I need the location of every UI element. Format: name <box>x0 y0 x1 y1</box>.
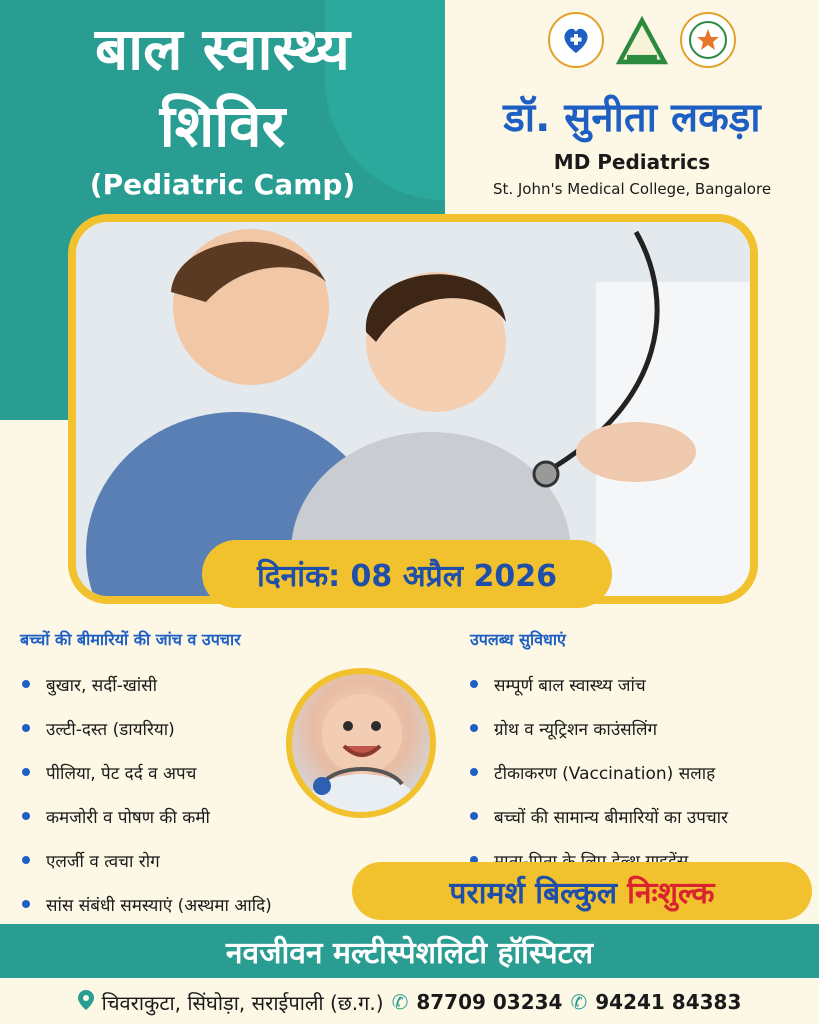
list-item: कमजोरी व पोषण की कमी <box>22 794 272 838</box>
camp-subtitle: (Pediatric Camp) <box>89 168 356 201</box>
pmjay-logo-icon <box>680 12 736 68</box>
bullet-icon <box>470 768 478 776</box>
certification-triangle-logo-icon <box>614 12 670 68</box>
list-item: बुखार, सर्दी-खांसी <box>22 662 272 706</box>
bullet-icon <box>22 680 30 688</box>
list-item: ग्रोथ व न्यूट्रिशन काउंसलिंग <box>470 706 728 750</box>
doctor-degree: MD Pediatrics <box>553 150 711 174</box>
list-item: टीकाकरण (Vaccination) सलाह <box>470 750 728 794</box>
phone-number-2[interactable]: 94241 84383 <box>595 990 742 1014</box>
free-consultation-badge <box>352 862 812 920</box>
bullet-icon <box>22 812 30 820</box>
camp-title-line-2: शिविर <box>159 92 286 160</box>
contact-footer <box>0 982 819 1022</box>
free-highlight-text: निःशुल्क <box>627 875 715 911</box>
facilities-heading: उपलब्ध सुविधाएं <box>470 630 566 649</box>
list-item: एलर्जी व त्वचा रोग <box>22 838 272 882</box>
address-text: चिवराकुटा, सिंघोड़ा, सराईपाली (छ.ग.) <box>101 990 384 1015</box>
doctor-college: St. John's Medical College, Bangalore <box>492 180 772 198</box>
baby-photo <box>286 668 436 818</box>
camp-date-badge: दिनांक: 08 अप्रैल 2026 <box>202 540 612 608</box>
phone-number-1[interactable]: 87709 03234 <box>416 990 563 1014</box>
bullet-icon <box>470 812 478 820</box>
phone-icon[interactable]: ✆ <box>391 990 409 1014</box>
health-logo-icon <box>548 12 604 68</box>
bullet-icon <box>470 680 478 688</box>
bullet-icon <box>22 900 30 908</box>
bullet-icon <box>22 768 30 776</box>
location-pin-icon <box>78 990 94 1015</box>
camp-title-line-1: बाल स्वास्थ्य <box>95 15 350 83</box>
bullet-icon <box>22 856 30 864</box>
list-item: सम्पूर्ण बाल स्वास्थ्य जांच <box>470 662 728 706</box>
list-item: सांस संबंधी समस्याएं (अस्थमा आदि) <box>22 882 272 926</box>
free-consultation-text: परामर्श बिल्कुल <box>449 875 618 911</box>
bullet-icon <box>22 724 30 732</box>
hospital-name-banner: नवजीवन मल्टीस्पेशलिटी हॉस्पिटल <box>0 924 819 978</box>
phone-icon[interactable]: ✆ <box>570 990 588 1014</box>
diseases-list <box>22 662 272 926</box>
bullet-icon <box>470 724 478 732</box>
doctor-name: डॉ. सुनीता लकड़ा <box>503 95 761 141</box>
list-item: बच्चों की सामान्य बीमारियों का उपचार <box>470 794 728 838</box>
diseases-heading: बच्चों की बीमारियों की जांच व उपचार <box>20 630 241 649</box>
facilities-list <box>470 662 728 882</box>
list-item: पीलिया, पेट दर्द व अपच <box>22 750 272 794</box>
partner-logos <box>548 12 736 68</box>
list-item: उल्टी-दस्त (डायरिया) <box>22 706 272 750</box>
